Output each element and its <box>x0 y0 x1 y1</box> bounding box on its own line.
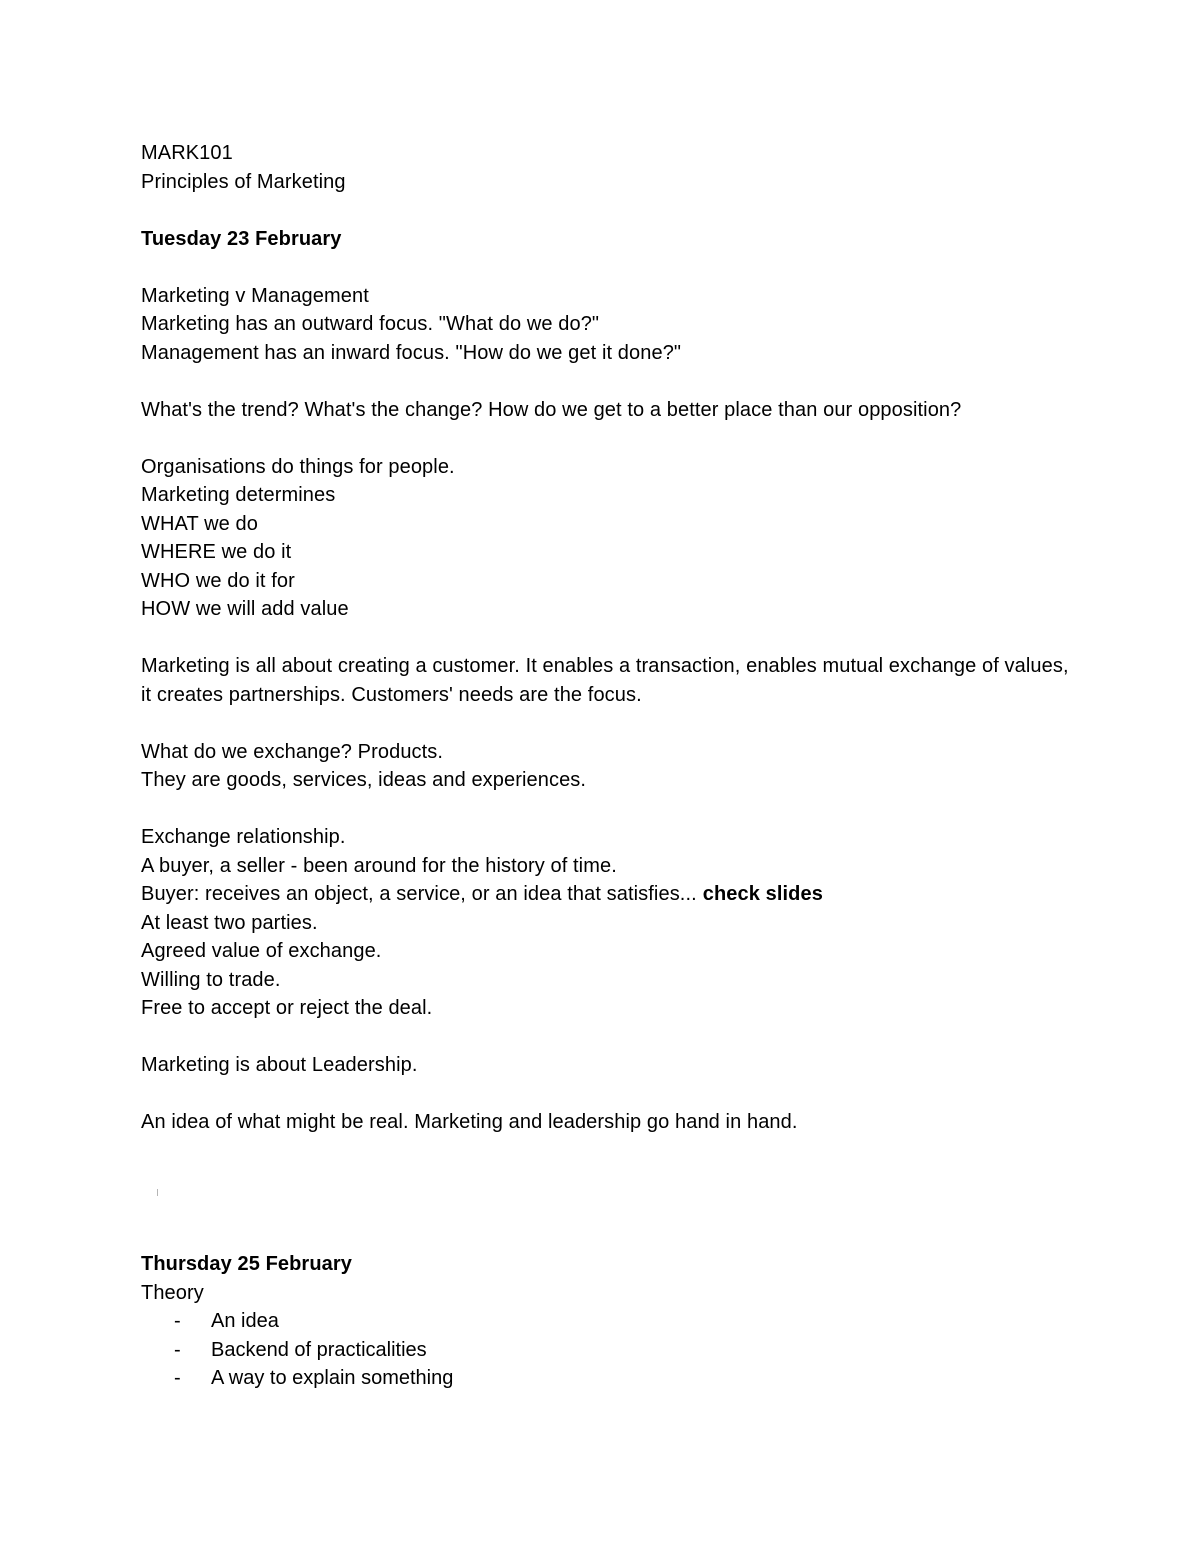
list-item <box>141 1364 1101 1393</box>
course-title: Principles of Marketing <box>141 170 346 193</box>
thursday-section <box>141 1250 1101 1393</box>
note-line: Free to accept or reject the deal. <box>141 997 433 1019</box>
note-line: Management has an inward focus. "How do we get it done?" <box>141 341 682 364</box>
trend-question: What's the trend? What's the change? How do we get to a better place than our opposition? <box>141 398 962 421</box>
exchange-relationship-block <box>141 823 1101 1023</box>
buyer-line <box>141 880 1101 909</box>
stray-mark <box>157 1189 158 1196</box>
notes-page <box>141 139 1101 1137</box>
thursday-heading: Thursday 25 February <box>141 1253 352 1275</box>
topic-theory: Theory <box>141 1281 204 1304</box>
note-line: WHAT we do <box>141 512 258 535</box>
check-slides-note: check slides <box>702 883 823 905</box>
note-line: WHO we do it for <box>141 569 295 592</box>
note-line: Agreed value of exchange. <box>141 940 382 962</box>
course-code: MARK101 <box>141 142 233 164</box>
note-line: WHERE we do it <box>141 541 292 563</box>
list-item <box>141 1336 1101 1365</box>
list-item <box>141 1307 1101 1336</box>
marketing-vs-management-block <box>141 282 1101 368</box>
note-line: Willing to trade. <box>141 968 281 991</box>
note-line: Exchange relationship. <box>141 826 346 848</box>
note-line: Marketing has an outward focus. "What do we do?" <box>141 313 600 335</box>
customer-paragraph: Marketing is all about creating a customer. It enables a transaction, enables mutual exchange of values, it creates partnerships. Customers' needs are the focus. <box>141 655 1069 706</box>
exchange-block <box>141 738 1101 795</box>
note-line: HOW we will add value <box>141 598 349 620</box>
list-item-text: An idea <box>211 1310 279 1332</box>
note-line: They are goods, services, ideas and experiences. <box>141 769 587 791</box>
note-line: Organisations do things for people. <box>141 455 455 478</box>
note-line: A buyer, a seller - been around for the history of time. <box>141 854 617 877</box>
dash-bullet: - <box>174 1310 181 1332</box>
organisations-block <box>141 453 1101 624</box>
note-line: What do we exchange? Products. <box>141 740 444 763</box>
list-item-text: A way to explain something <box>211 1367 454 1389</box>
note-line: At least two parties. <box>141 911 318 934</box>
note-line: Marketing determines <box>141 484 336 506</box>
note-line: Marketing v Management <box>141 284 369 307</box>
dash-bullet: - <box>174 1367 181 1389</box>
idea-line: An idea of what might be real. Marketing and leadership go hand in hand. <box>141 1111 798 1133</box>
buyer-text: Buyer: receives an object, a service, or an idea that satisfies... <box>141 883 697 905</box>
tuesday-heading: Tuesday 23 February <box>141 227 342 250</box>
list-item-text: Backend of practicalities <box>211 1338 427 1361</box>
leadership-line: Marketing is about Leadership. <box>141 1054 418 1076</box>
dash-bullet: - <box>174 1338 181 1361</box>
